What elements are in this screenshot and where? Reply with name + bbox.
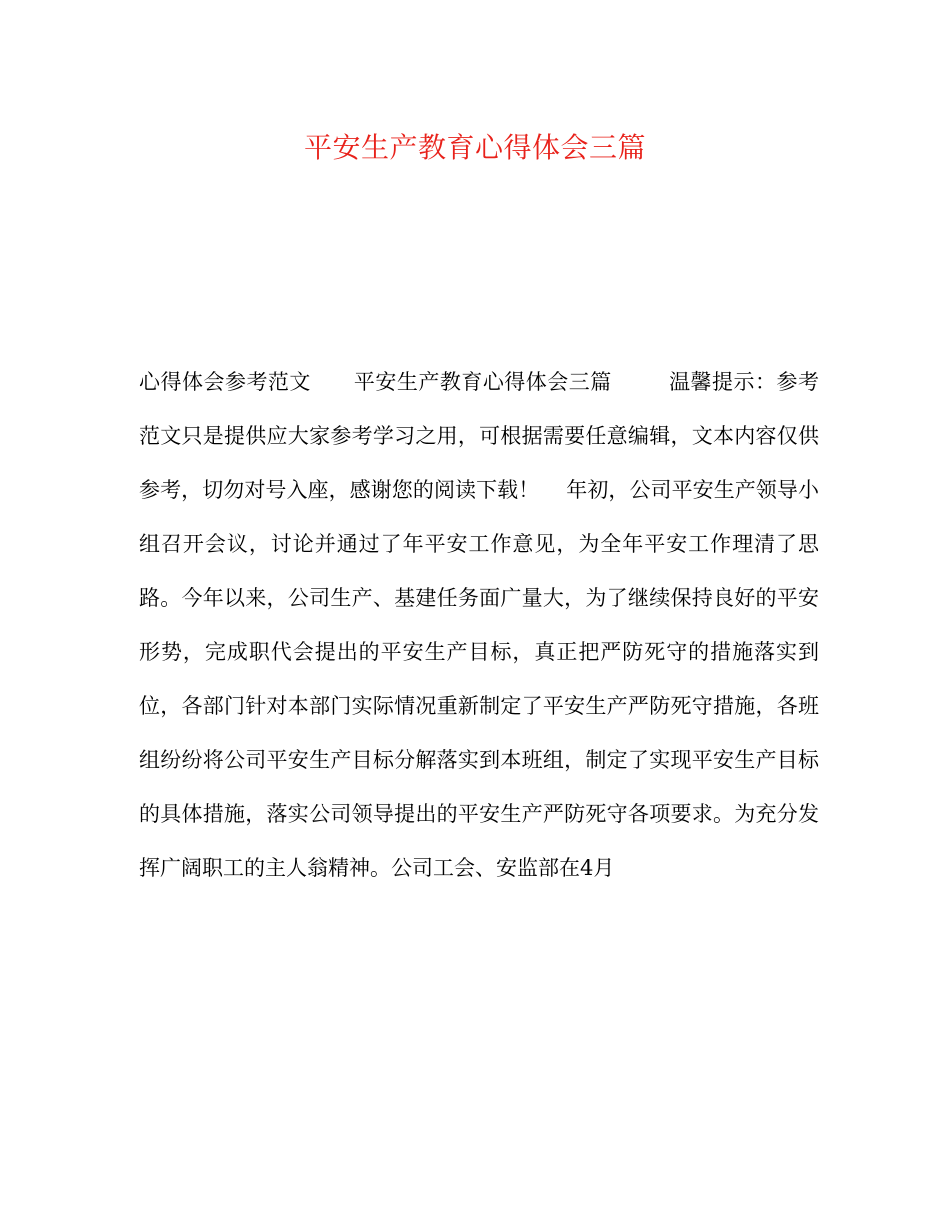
document-body-text: 心得体会参考范文 平安生产教育心得体会三篇 温馨提示：参考范文只是提供应大家参考学习之用，可根据需要任意编辑，文本内容仅供参考，切勿对号入座，感谢您的阅读下载！ 年初，公司平安生产领导小组召开会议，讨论并通过了年平安工作意见，为全年平安工作理清了思路。今年以来，公司生产、基建任务面广量大，为了继续保持良好的平安形势，完成职代会提出的平安生产目标，真正把严防死守的措施落实到位，各部门针对本部门实际情况重新制定了平安生产严防死守措施，各班组纷纷将公司平安生产目标分解落实到本班组，制定了实现平安生产目标的具体措施，落实公司领导提出的平安生产严防死守各项要求。为充分发挥广阔职工的主人翁精神。公司工会、安监部在4月 — [139, 370, 819, 880]
document-title: 平安生产教育心得体会三篇 — [303, 131, 646, 164]
